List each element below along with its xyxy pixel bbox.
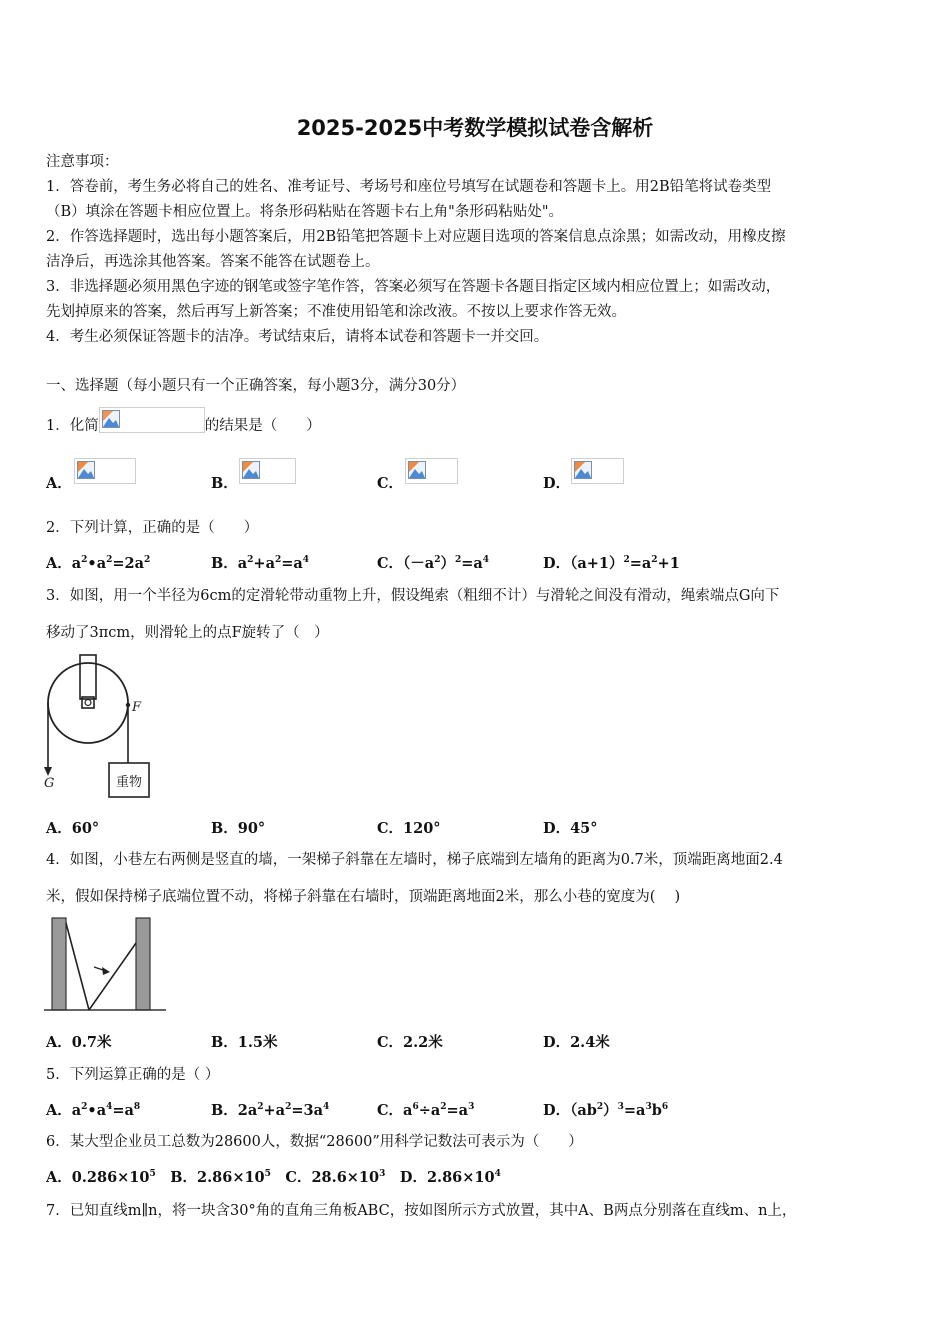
q5-option-d: D．$(ab^2)^3=a^3b^6$ <box>543 1102 669 1119</box>
point-g-label: G <box>44 776 55 791</box>
notice-line: 洁净后，再选涂其他答案。答案不能答在试题卷上。 <box>46 254 380 270</box>
q5-option-b: B．$2a^2+a^2=3a^4$ <box>211 1102 330 1119</box>
question-1 <box>46 413 321 439</box>
missing-image-icon <box>239 458 296 484</box>
q2-option-c: C．$(-a^2)^2=a^4$ <box>377 555 490 572</box>
notice-line: 1．答卷前，考生务必将自己的姓名、准考证号、考场号和座位号填写在试题卷和答题卡上。用2B铅笔将试卷类型 <box>46 179 772 195</box>
question-5: 5．下列运算正确的是（ ） <box>46 1067 220 1083</box>
q4-option-a: A．0.7米 <box>46 1034 112 1051</box>
point-f-label: F <box>132 700 142 715</box>
question-4-line: 米，假如保持梯子底端位置不动，将梯子斜靠在右墙时，顶端距离地面2米，那么小巷的宽度为( ) <box>46 889 681 905</box>
question-6: 6．某大型企业员工总数为28600人，数据“28600”用科学记数法可表示为（ ） <box>46 1134 583 1150</box>
missing-image-icon <box>74 458 136 484</box>
missing-image-icon <box>405 458 458 484</box>
q1-option-b: B． <box>211 458 238 479</box>
notice-line: （B）填涂在答题卡相应位置上。将条形码粘贴在答题卡右上角"条形码粘贴处"。 <box>46 204 563 220</box>
question-7: 7．已知直线m∥n，将一块含30°角的直角三角板ABC，按如图所示方式放置，其中A、B两点分别落在直线m、n上， <box>46 1203 797 1219</box>
weight-label: 重物 <box>115 775 143 790</box>
question-2: 2．下列计算，正确的是（ ） <box>46 520 259 536</box>
notice-line: 4．考生必须保证答题卡的洁净。考试结束后，请将本试卷和答题卡一并交回。 <box>46 329 549 345</box>
pulley-figure <box>44 653 156 805</box>
q2-option-a: A．$a^2•a^2=2a^2$ <box>46 555 151 572</box>
q4-option-d: D．2.4米 <box>543 1034 610 1051</box>
q2-option-b: B．$a^2+a^2=a^4$ <box>211 555 310 572</box>
q2-option-d: D．$(a+1)^2=a^2+1$ <box>543 555 680 572</box>
q1-option-c: C． <box>377 458 403 479</box>
q5-option-a: A．$a^2•a^4=a^8$ <box>46 1102 141 1119</box>
alley-ladder-figure <box>44 915 168 1013</box>
section-heading: 一、选择题（每小题只有一个正确答案，每小题3分，满分30分） <box>46 378 466 394</box>
notice-heading: 注意事项： <box>46 154 119 170</box>
q3-option-a: A．60° <box>46 820 100 837</box>
q3-option-b: B．90° <box>211 820 266 837</box>
q1-option-a: A． <box>46 458 72 479</box>
missing-image-icon <box>571 458 624 484</box>
question-4-line: 4．如图，小巷左右两侧是竖直的墙，一架梯子斜靠在左墙时，梯子底端到左墙角的距离为0.7米，顶端距离地面2.4 <box>46 852 783 868</box>
q1-option-d: D． <box>543 458 570 479</box>
question-3-line: 移动了3πcm，则滑轮上的点F旋转了（ ） <box>46 625 329 641</box>
question-3-line: 3．如图，用一个半径为6cm的定滑轮带动重物上升，假设绳索（粗细不计）与滑轮之间没有滑动，绳索端点G向下 <box>46 588 780 604</box>
q1-pre: 1．化简 <box>46 418 99 434</box>
notice-line: 2．作答选择题时，选出每小题答案后，用2B铅笔把答题卡上对应题目选项的答案信息点涂黑；如需改动，用橡皮擦 <box>46 229 786 245</box>
q1-post: 的结果是（ ） <box>204 418 321 434</box>
q6-options: A．$0.286\times 10^5$ B．$2.86\times 10^5$ C．$28.6\times 10^3$ D．$2.86\times 10^4$ <box>46 1169 501 1186</box>
q4-option-b: B．1.5米 <box>211 1034 278 1051</box>
missing-image-icon <box>99 407 205 433</box>
q3-option-c: C．120° <box>377 820 441 837</box>
page-title: 2025-2025中考数学模拟试卷含解析 <box>296 116 654 140</box>
notice-line: 3．非选择题必须用黑色字迹的钢笔或签字笔作答，答案必须写在答题卡各题目指定区域内相应位置上；如需改动， <box>46 279 781 295</box>
q3-option-d: D．45° <box>543 820 598 837</box>
q4-option-c: C．2.2米 <box>377 1034 443 1051</box>
q5-option-c: C．$a^6\div a^2=a^3$ <box>377 1102 475 1119</box>
notice-line: 先划掉原来的答案，然后再写上新答案；不准使用铅笔和涂改液。不按以上要求作答无效。 <box>46 304 626 320</box>
